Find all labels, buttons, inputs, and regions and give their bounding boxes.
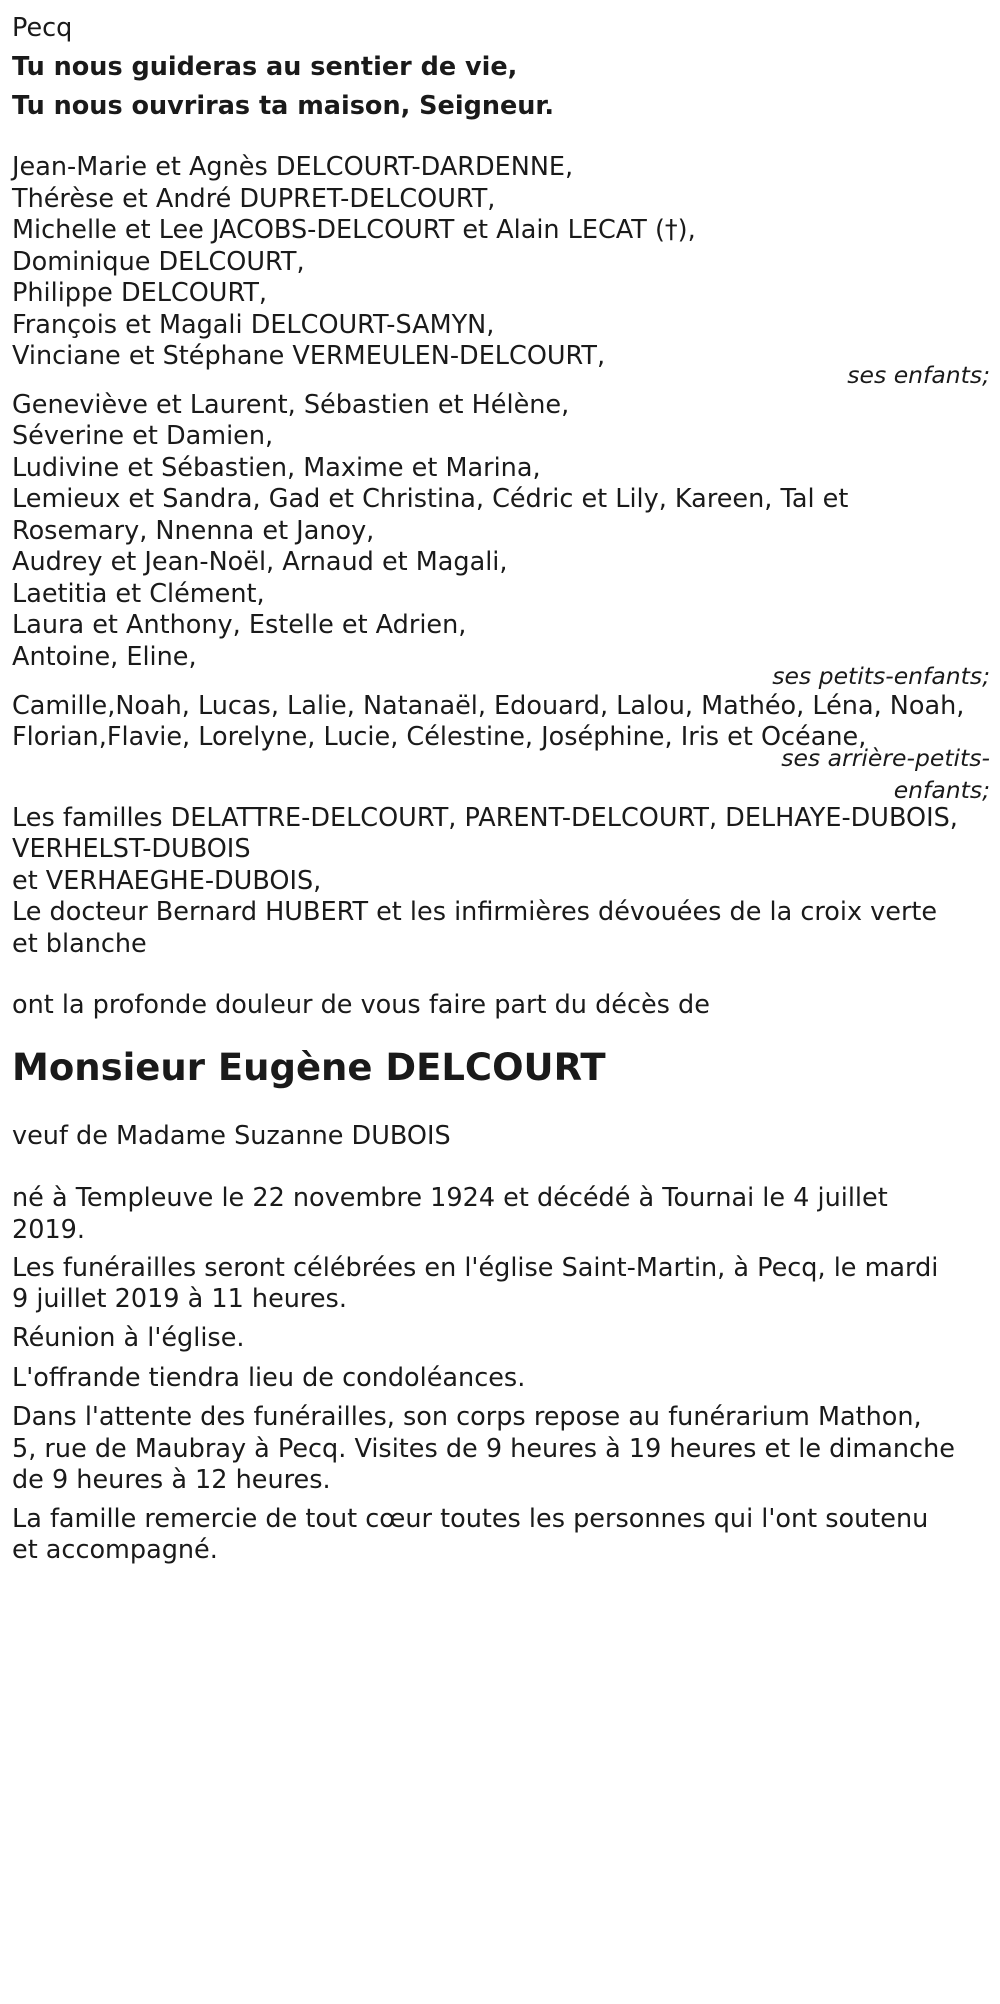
- visitation-line-2: 5, rue de Maubray à Pecq. Visites de 9 heures à 19 heures et le dimanche: [12, 1434, 955, 1464]
- list-item: Dominique DELCOURT,: [12, 247, 305, 277]
- list-item: Geneviève et Laurent, Sébastien et Hélène,: [12, 390, 570, 420]
- verse-line-1: Tu nous guideras au sentier de vie,: [12, 52, 518, 82]
- list-item: Séverine et Damien,: [12, 421, 274, 451]
- list-item: Le docteur Bernard HUBERT et les infirmières dévouées de la croix verte: [12, 897, 938, 927]
- list-item: Vinciane et Stéphane VERMEULEN-DELCOURT,: [12, 341, 606, 371]
- list-item: Camille,Noah, Lucas, Lalie, Natanaël, Edouard, Lalou, Mathéo, Léna, Noah,: [12, 691, 965, 721]
- list-item: Philippe DELCOURT,: [12, 278, 267, 308]
- funeral-line-2: 9 juillet 2019 à 11 heures.: [12, 1284, 347, 1314]
- list-item: Florian,Flavie, Lorelyne, Lucie, Célestine, Joséphine, Iris et Océane,: [12, 722, 867, 752]
- list-item: Antoine, Eline,: [12, 642, 197, 672]
- location-label: Pecq: [12, 13, 73, 43]
- list-item: Michelle et Lee JACOBS-DELCOURT et Alain LECAT (†),: [12, 215, 696, 245]
- list-item: Thérèse et André DUPRET-DELCOURT,: [12, 184, 496, 214]
- list-item: VERHELST-DUBOIS: [12, 834, 251, 864]
- verse-line-2: Tu nous ouvriras ta maison, Seigneur.: [12, 91, 555, 121]
- list-item: Lemieux et Sandra, Gad et Christina, Cédric et Lily, Kareen, Tal et: [12, 484, 849, 514]
- list-item: Ludivine et Sébastien, Maxime et Marina,: [12, 453, 541, 483]
- great-grandchildren-role-label-line-1: ses arrière-petits-: [781, 744, 990, 772]
- list-item: et blanche: [12, 929, 147, 959]
- thanks-line-1: La famille remercie de tout cœur toutes les personnes qui l'ont soutenu: [12, 1504, 929, 1534]
- visitation-line-1: Dans l'attente des funérailles, son corps repose au funérarium Mathon,: [12, 1402, 922, 1432]
- list-item: Jean-Marie et Agnès DELCOURT-DARDENNE,: [12, 152, 574, 182]
- meeting-text: Réunion à l'église.: [12, 1323, 245, 1353]
- widower-text: veuf de Madame Suzanne DUBOIS: [12, 1121, 451, 1151]
- list-item: Audrey et Jean-Noël, Arnaud et Magali,: [12, 547, 508, 577]
- thanks-line-2: et accompagné.: [12, 1535, 218, 1565]
- children-role-label: ses enfants;: [847, 361, 990, 389]
- list-item: Rosemary, Nnenna et Janoy,: [12, 516, 375, 546]
- list-item: Laetitia et Clément,: [12, 579, 265, 609]
- offering-text: L'offrande tiendra lieu de condoléances.: [12, 1363, 526, 1393]
- visitation-line-3: de 9 heures à 12 heures.: [12, 1465, 331, 1495]
- list-item: François et Magali DELCOURT-SAMYN,: [12, 310, 495, 340]
- list-item: et VERHAEGHE-DUBOIS,: [12, 866, 322, 896]
- announcement-text: ont la profonde douleur de vous faire part du décès de: [12, 990, 710, 1020]
- list-item: Laura et Anthony, Estelle et Adrien,: [12, 610, 467, 640]
- birth-death-line-2: 2019.: [12, 1215, 86, 1245]
- funeral-line-1: Les funérailles seront célébrées en l'église Saint-Martin, à Pecq, le mardi: [12, 1253, 939, 1283]
- grandchildren-role-label: ses petits-enfants;: [772, 662, 990, 690]
- list-item: Les familles DELATTRE-DELCOURT, PARENT-DELCOURT, DELHAYE-DUBOIS,: [12, 803, 958, 833]
- birth-death-line-1: né à Templeuve le 22 novembre 1924 et décédé à Tournai le 4 juillet: [12, 1183, 888, 1213]
- great-grandchildren-role-label-line-2: enfants;: [893, 776, 990, 804]
- deceased-name: Monsieur Eugène DELCOURT: [12, 1046, 606, 1089]
